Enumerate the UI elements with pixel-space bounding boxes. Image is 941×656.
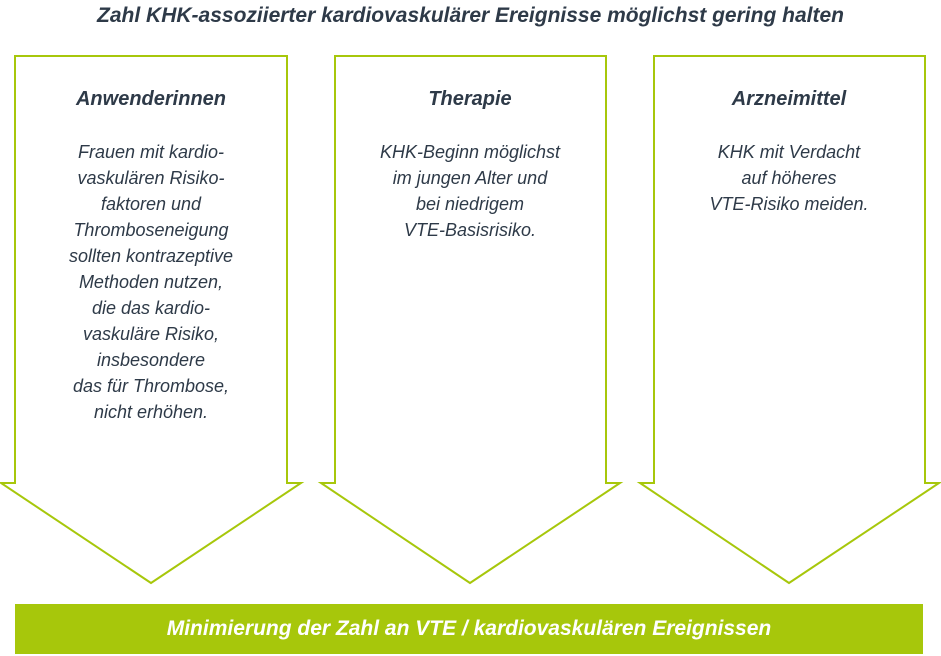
column-text-arzneimittel: KHK mit Verdacht auf höheres VTE-Risiko meiden.: [709, 142, 869, 214]
column-text-anwenderinnen: Frauen mit kardio- vaskulären Risiko- faktoren und Thromboseneigung sollten kontrazeptive Methoden nutzen, die das kardio- vaskuläre Risiko, insbesondere das für Thrombose, nicht erhöhen.: [68, 142, 234, 422]
result-bar: Minimierung der Zahl an VTE / kardiovaskulären Ereignissen: [15, 604, 923, 654]
column-anwenderinnen: [31, 86, 271, 425]
column-title-anwenderinnen: Anwenderinnen: [75, 88, 226, 110]
column-text-therapie: KHK-Beginn möglichst im jungen Alter und bei niedrigem VTE-Basisrisiko.: [379, 142, 561, 240]
column-therapie: [350, 86, 590, 243]
column-arzneimittel: [669, 86, 909, 217]
column-title-arzneimittel: Arzneimittel: [731, 88, 847, 110]
column-title-therapie: Therapie: [428, 88, 512, 110]
diagram-headline: Zahl KHK-assoziierter kardiovaskulärer Ereignisse möglichst gering halten: [97, 4, 844, 27]
